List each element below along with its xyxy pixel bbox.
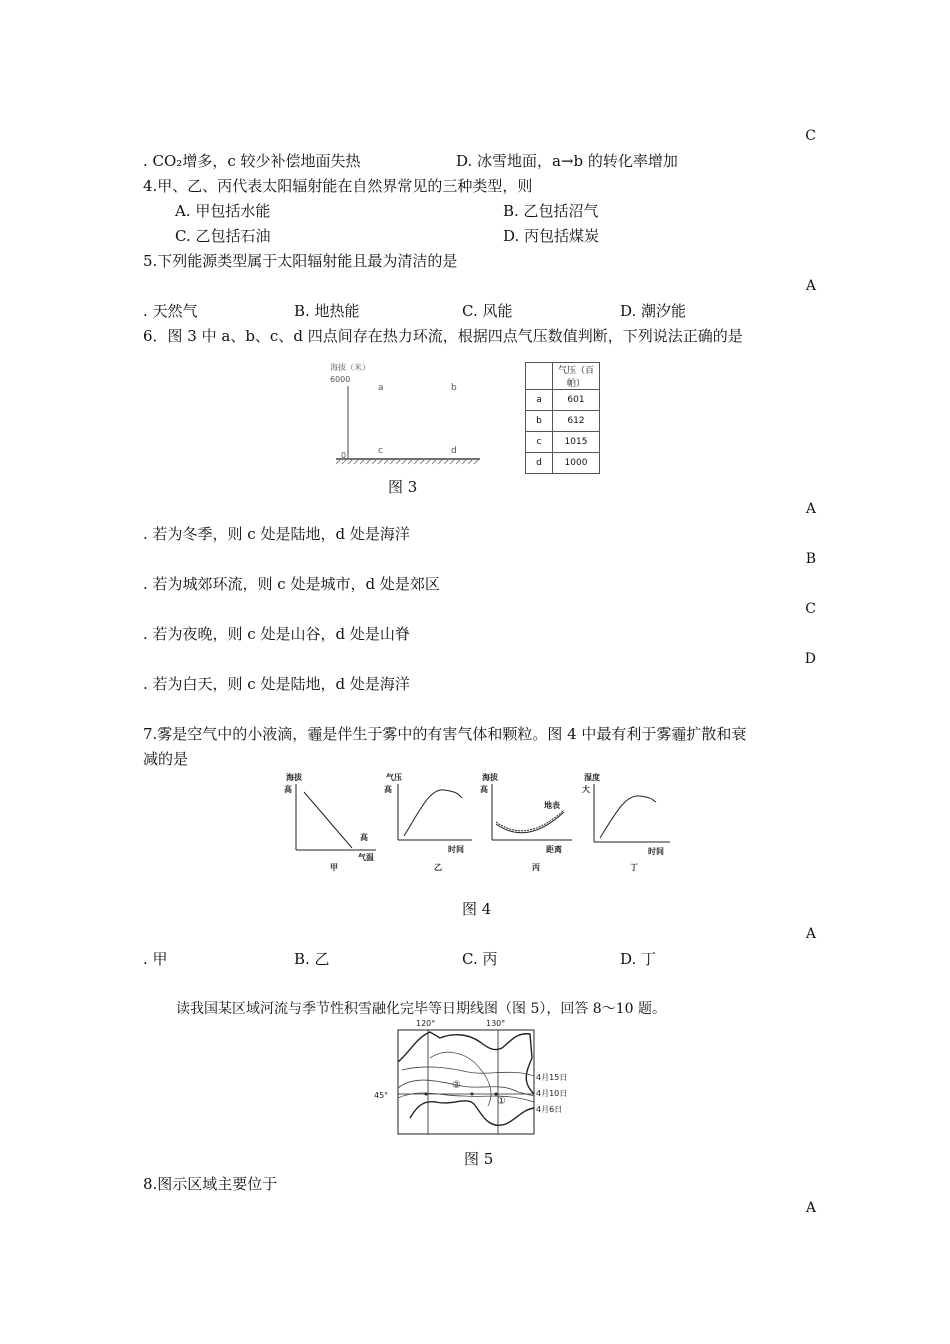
option-d: D. 丁 <box>620 950 657 968</box>
svg-text:高: 高 <box>384 785 392 794</box>
date-label-0406: 4月6日 <box>536 1105 563 1114</box>
svg-text:大: 大 <box>582 785 590 794</box>
answer-marker: B <box>805 551 816 567</box>
answer-marker: D <box>804 651 816 667</box>
y-zero-label: 0 <box>341 451 347 460</box>
y-axis-label: 海拔（米） <box>330 363 370 372</box>
lon-120-label: 120° <box>416 1019 436 1028</box>
option-b: B. 地热能 <box>294 302 360 320</box>
question-5: 5.下列能源类型属于太阳辐射能且最为清洁的是 <box>143 252 458 270</box>
pressure-table <box>525 362 600 474</box>
mark-1: ① <box>497 1096 506 1107</box>
svg-text:地表: 地表 <box>544 801 560 810</box>
option-a: A. 甲包括水能 <box>175 202 271 220</box>
svg-text:海拔: 海拔 <box>482 773 498 782</box>
ground-hatch <box>336 459 479 464</box>
question-7-line-1: 7.雾是空气中的小液滴，霾是伴生于雾中的有害气体和颗粒。图 4 中最有利于雾霾扩散和衰 <box>143 725 747 743</box>
svg-text:高: 高 <box>360 833 368 842</box>
date-label-0410: 4月10日 <box>536 1089 568 1098</box>
option-c: C. 乙包括石油 <box>175 227 271 245</box>
table-row: c 1015 <box>526 432 600 453</box>
svg-text:气压: 气压 <box>386 773 402 782</box>
option-b: . 若为城郊环流，则 c 处是城市，d 处是郊区 <box>143 575 440 593</box>
question-8: 8.图示区域主要位于 <box>143 1175 278 1193</box>
question-7-line-2: 减的是 <box>143 750 189 768</box>
section-intro: 读我国某区域河流与季节性积雪融化完毕等日期线图（图 5），回答 8～10 题。 <box>176 1001 666 1017</box>
answer-marker: C <box>805 601 816 617</box>
figure-4-caption: 图 4 <box>462 900 492 918</box>
svg-text:高: 高 <box>284 785 292 794</box>
figure-3-diagram <box>328 362 488 474</box>
date-label-0415: 4月15日 <box>536 1073 568 1082</box>
option-b: B. 乙包括沼气 <box>503 202 599 220</box>
svg-text:甲: 甲 <box>330 863 338 872</box>
lat-45-label: 45° <box>374 1091 389 1100</box>
figure-4-diagram <box>280 770 680 878</box>
panel-bing <box>480 772 572 872</box>
point-c: c <box>378 446 383 456</box>
option-a: . 天然气 <box>143 302 198 320</box>
question-6: 6．图 3 中 a、b、c、d 四点间存在热力环流，根据四点气压数值判断，下列说法正确的是 <box>143 327 743 345</box>
panel-ding <box>582 772 670 872</box>
svg-text:气温: 气温 <box>358 853 374 862</box>
svg-text:海拔: 海拔 <box>286 773 302 782</box>
mark-2: ② <box>452 1080 461 1091</box>
y-top-label: 6000 <box>330 375 351 384</box>
answer-marker: A <box>805 278 816 294</box>
answer-marker: C <box>805 128 816 144</box>
lon-130-label: 130° <box>486 1019 506 1028</box>
answer-marker: A <box>805 926 816 942</box>
table-header: 气压（百帕） <box>553 363 600 390</box>
point-b: b <box>451 383 457 393</box>
table-row: d 1000 <box>526 453 600 474</box>
figure-5-map <box>370 1018 586 1140</box>
option-a: . 若为冬季，则 c 处是陆地，d 处是海洋 <box>143 525 410 543</box>
option-d: D. 潮汐能 <box>620 302 687 320</box>
svg-text:距离: 距离 <box>546 845 562 854</box>
svg-text:丙: 丙 <box>532 863 540 872</box>
svg-text:湿度: 湿度 <box>584 773 600 782</box>
option-c: . 若为夜晚，则 c 处是山谷，d 处是山脊 <box>143 625 410 643</box>
figure-5-caption: 图 5 <box>464 1150 494 1168</box>
option-a: . 甲 <box>143 950 168 968</box>
svg-text:时间: 时间 <box>448 845 464 854</box>
point-a: a <box>378 383 384 393</box>
table-row: a 601 <box>526 390 600 411</box>
option-c: C. 风能 <box>462 302 513 320</box>
option-c: C. 丙 <box>462 950 498 968</box>
svg-text:乙: 乙 <box>434 863 442 872</box>
option-c: . CO₂增多，c 较少补偿地面失热 <box>143 152 361 170</box>
point-d: d <box>451 446 457 456</box>
answer-marker: A <box>805 501 816 517</box>
panel-yi <box>384 772 472 872</box>
figure-3-caption: 图 3 <box>388 478 418 496</box>
option-d: D. 冰雪地面，a→b 的转化率增加 <box>456 152 678 170</box>
option-d: D. 丙包括煤炭 <box>503 227 600 245</box>
option-d: . 若为白天，则 c 处是陆地，d 处是海洋 <box>143 675 410 693</box>
svg-text:时间: 时间 <box>648 847 664 856</box>
table-row: b 612 <box>526 411 600 432</box>
question-4: 4.甲、乙、丙代表太阳辐射能在自然界常见的三种类型，则 <box>143 177 533 195</box>
answer-marker: A <box>805 1200 816 1216</box>
svg-text:高: 高 <box>480 785 488 794</box>
svg-text:丁: 丁 <box>630 863 638 872</box>
panel-jia <box>284 772 376 872</box>
option-b: B. 乙 <box>294 950 330 968</box>
